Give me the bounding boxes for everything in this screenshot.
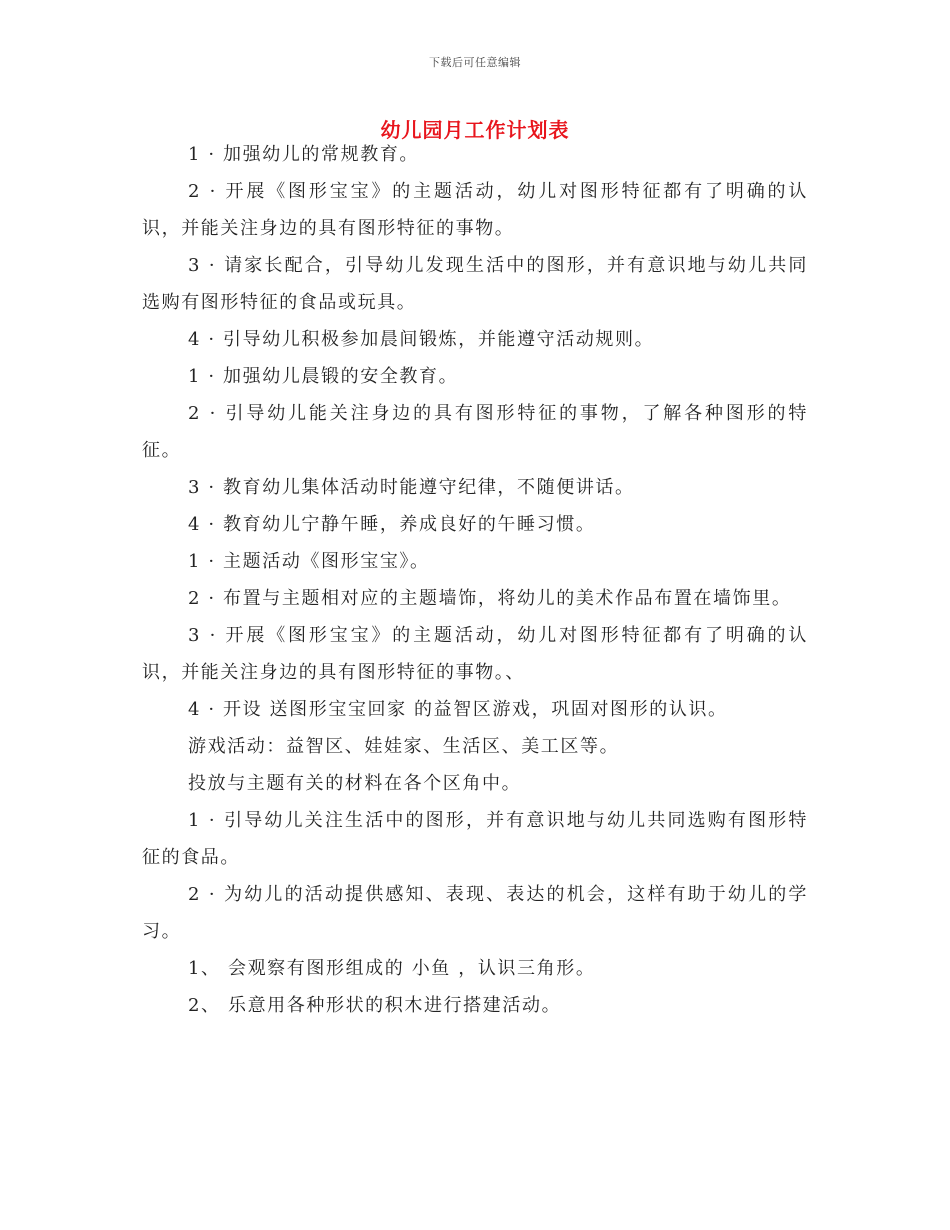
paragraph: 4 · 开设 送图形宝宝回家 的益智区游戏，巩固对图形的认识。 [188,699,728,720]
paragraph: 2 · 开展《图形宝宝》的主题活动，幼儿对图形特征都有了明确的认识，并能关注身边的具有图形特征的事物。 [142,181,808,239]
paragraph: 投放与主题有关的材料在各个区角中。 [188,773,522,794]
paragraph: 3 · 教育幼儿集体活动时能遵守纪律，不随便讲话。 [188,477,635,498]
header-note: 下载后可任意编辑 [429,56,521,69]
paragraph: 1 · 主题活动《图形宝宝》。 [188,551,430,572]
document-title: 幼儿园月工作计划表 [380,118,570,142]
paragraph: 2、 乐意用各种形状的积木进行搭建活动。 [188,995,562,1016]
paragraph: 3 · 请家长配合，引导幼儿发现生活中的图形，并有意识地与幼儿共同选购有图形特征的食品或玩具。 [142,255,808,313]
document-body [142,136,808,1024]
paragraph: 1、 会观察有图形组成的 小鱼 ，认识三角形。 [188,958,596,979]
paragraph: 4 · 引导幼儿积极参加晨间锻炼，并能遵守活动规则。 [188,329,655,350]
paragraph: 游戏活动：益智区、娃娃家、生活区、美工区等。 [188,736,620,757]
paragraph: 1 · 加强幼儿晨锻的安全教育。 [188,366,459,387]
paragraph: 3 · 开展《图形宝宝》的主题活动，幼儿对图形特征都有了明确的认识，并能关注身边的具有图形特征的事物。、 [142,625,808,683]
paragraph: 2 · 引导幼儿能关注身边的具有图形特征的事物，了解各种图形的特征。 [142,403,808,461]
paragraph: 4 · 教育幼儿宁静午睡，养成良好的午睡习惯。 [188,514,596,535]
paragraph: 2 · 为幼儿的活动提供感知、表现、表达的机会，这样有助于幼儿的学习。 [142,884,808,942]
paragraph: 1 · 引导幼儿关注生活中的图形，并有意识地与幼儿共同选购有图形特征的食品。 [142,810,808,868]
paragraph: 1 · 加强幼儿的常规教育。 [188,144,420,165]
paragraph: 2 · 布置与主题相对应的主题墙饰，将幼儿的美术作品布置在墙饰里。 [188,588,792,609]
